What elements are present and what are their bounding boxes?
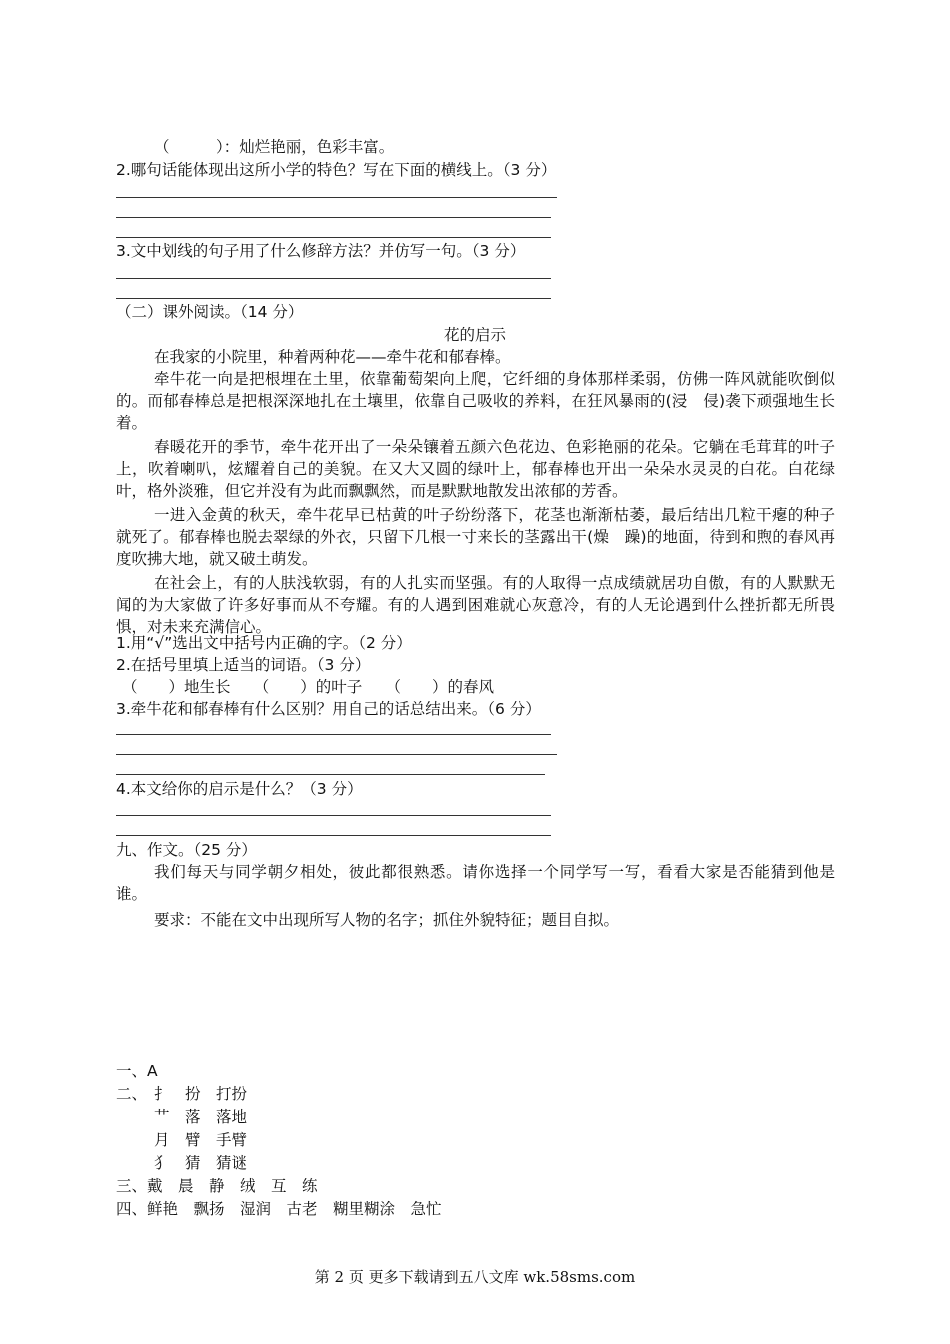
section-heading: （二）课外阅读。（14 分） <box>116 303 304 321</box>
paragraph: 我们每天与同学朝夕相处，彼此都很熟悉。请你选择一个同学写一写，看看大家是否能猜到他是谁。 <box>116 863 835 903</box>
question-3: 3.牵牛花和郁春棒有什么区别？用自己的话总结出来。（6 分） <box>116 700 541 718</box>
answer-line[interactable] <box>116 754 557 755</box>
answer-1: 一、A <box>116 1062 158 1080</box>
answer-2-row: 扌 扮 打扮 <box>154 1085 248 1103</box>
paragraph: 要求：不能在文中出现所写人物的名字；抓住外貌特征；题目自拟。 <box>154 911 620 929</box>
paragraph: 牵牛花一向是把根埋在土里，依靠葡萄架向上爬，它纤细的身体那样柔弱，仿佛一阵风就能吹倒似的。而郁春棒总是把根深深地扎在土壤里，依靠自己吸收的养料，在狂风暴雨的(浸 侵)袭下顽强地生长着。 <box>116 370 835 432</box>
answer-line[interactable] <box>116 217 551 218</box>
question-4: 4.本文给你的启示是什么？（3 分） <box>116 780 363 798</box>
passage <box>116 346 835 638</box>
composition-prompt <box>116 861 835 931</box>
paragraph: 一进入金黄的秋天，牵牛花早已枯黄的叶子纷纷落下，花茎也渐渐枯萎，最后结出几粒干瘪的种子就死了。郁春棒也脱去翠绿的外衣，只留下几根一寸来长的茎露出干(燥 躁)的地面，待到和煦的春风再度吹拂大地，就又破土萌发。 <box>116 506 835 568</box>
question-3: 3.文中划线的句子用了什么修辞方法？并仿写一句。（3 分） <box>116 242 526 260</box>
answer-2-label: 二、 <box>116 1085 148 1103</box>
paragraph: 在社会上，有的人肤浅软弱，有的人扎实而坚强。有的人取得一点成绩就居功自傲，有的人默默无闻的为大家做了许多好事而从不夸耀。有的人遇到困难就心灰意冷，有的人无论遇到什么挫折都无所畏惧，对未来充满信心。 <box>116 574 835 636</box>
answer-2-row: 犭 猜 猜谜 <box>154 1154 248 1172</box>
question-2: 2.哪句话能体现出这所小学的特色？写在下面的横线上。（3 分） <box>116 161 557 179</box>
composition-heading: 九、作文。（25 分） <box>116 841 257 859</box>
answer-line[interactable] <box>116 734 551 735</box>
answer-line[interactable] <box>116 237 551 238</box>
answer-line[interactable] <box>116 197 557 198</box>
passage-title: 花的启示 <box>443 326 506 344</box>
question-1: 1.用“√”选出文中括号内正确的字。（2 分） <box>116 634 412 652</box>
answer-line[interactable] <box>116 815 551 816</box>
question-2: 2.在括号里填上适当的词语。（3 分） <box>116 656 371 674</box>
answer-2-row: 月 臂 手臂 <box>154 1131 248 1149</box>
paragraph: 在我家的小院里，种着两种花——牵牛花和郁春棒。 <box>154 348 511 366</box>
answer-line[interactable] <box>116 835 551 836</box>
answer-4: 四、鲜艳 飘扬 湿润 古老 糊里糊涂 急忙 <box>116 1200 442 1218</box>
answer-3: 三、戴 晨 静 绒 互 练 <box>116 1177 318 1195</box>
answer-line[interactable] <box>116 278 551 279</box>
fill-blanks[interactable]: （ ）地生长 （ ）的叶子 （ ）的春风 <box>122 678 495 696</box>
fill-line: （ ）：灿烂艳丽，色彩丰富。 <box>154 138 395 156</box>
answer-line[interactable] <box>116 774 545 775</box>
answer-2-row: 艹 落 落地 <box>154 1108 248 1126</box>
answer-line[interactable] <box>116 298 551 299</box>
page-footer: 第 2 页 更多下载请到五八文库 wk.58sms.com <box>314 1268 636 1286</box>
paragraph: 春暖花开的季节，牵牛花开出了一朵朵镶着五颜六色花边、色彩艳丽的花朵。它躺在毛茸茸的叶子上，吹着喇叭，炫耀着自己的美貌。在又大又圆的绿叶上，郁春棒也开出一朵朵水灵灵的白花。白花绿叶，格外淡雅，但它并没有为此而飘飘然，而是默默地散发出浓郁的芳香。 <box>116 438 835 500</box>
